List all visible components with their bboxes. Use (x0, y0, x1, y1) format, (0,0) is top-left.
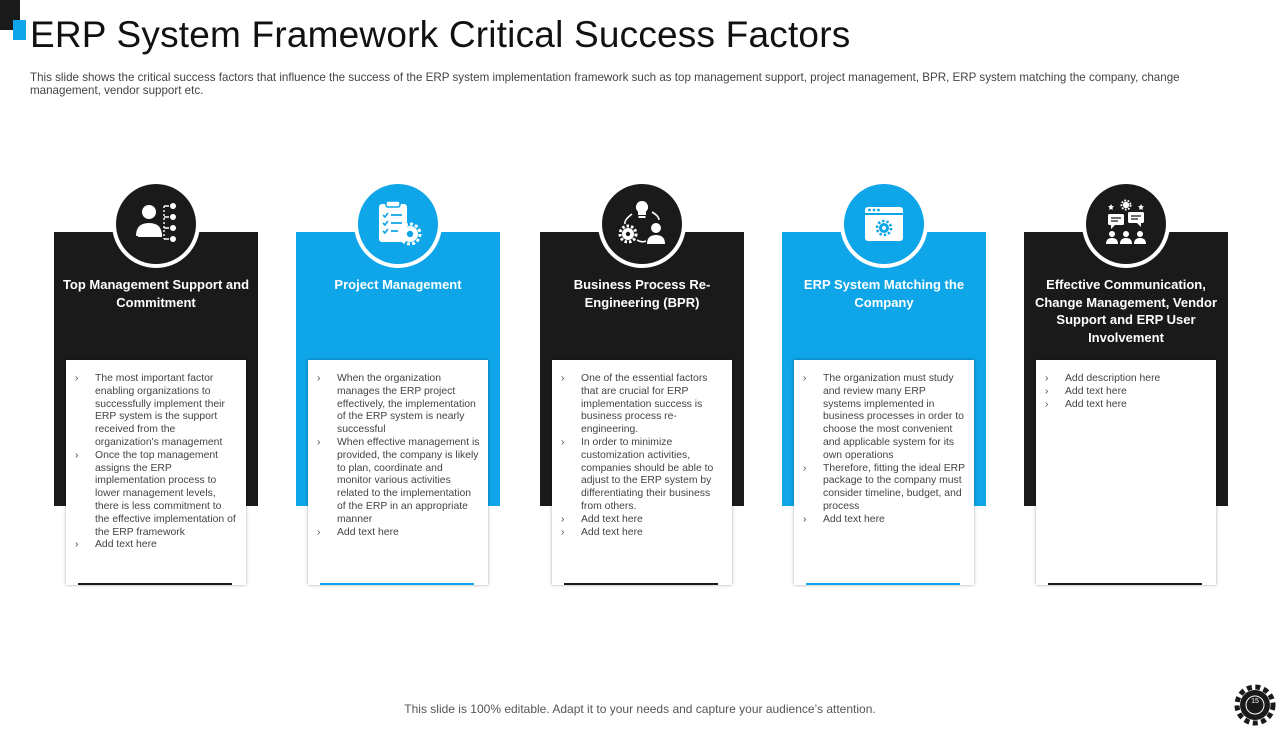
corner-accent-blue (13, 20, 26, 40)
bullet-item: › Add text here (561, 513, 643, 525)
description-card (552, 360, 732, 585)
bullet-item: › Add text here (1045, 385, 1127, 397)
chevron-right-icon: › (1045, 385, 1049, 397)
chevron-right-icon: › (75, 373, 79, 384)
icon-circle (840, 180, 928, 268)
bullet-item: › Add text here (1045, 398, 1127, 410)
factor-column-top-management (54, 180, 258, 590)
bullet-item: › Therefore, fitting the ideal ERP package to the company must consider timeline, budget, and process (803, 462, 965, 512)
chevron-right-icon: › (75, 539, 79, 551)
description-card (794, 360, 974, 585)
icon-circle (598, 180, 686, 268)
bullet-item: › Add text here (317, 526, 399, 538)
footer-note: This slide is 100% editable. Adapt it to your needs and capture your audience’s attention. (404, 702, 876, 716)
chevron-right-icon: › (1045, 373, 1049, 384)
chevron-right-icon: › (561, 436, 565, 448)
bullet-item: › Add description here (1045, 373, 1161, 384)
icon-circle (112, 180, 200, 268)
manager-hierarchy-icon (128, 196, 184, 252)
bullet-item: › Add text here (75, 539, 157, 551)
slide-title: ERP System Framework Critical Success Factors (30, 14, 851, 55)
factor-column-project-management (296, 180, 500, 590)
slide-subtitle: This slide shows the critical success factors that influence the success of the ERP system implementation framework such as top management support, project management, BPR, ERP system matching the company, change management, vendor support etc. (30, 71, 1180, 97)
description-card (308, 360, 488, 585)
factor-column-erp-matching (782, 180, 986, 590)
chevron-right-icon: › (561, 526, 565, 538)
icon-circle (1082, 180, 1170, 268)
bullet-item: › The organization must study and review many ERP systems implemented in business processes in order to choose the most convenient and applicable system for its own operations (803, 373, 964, 461)
card-underline (320, 583, 474, 585)
process-cycle-icon (614, 196, 670, 252)
card-underline (78, 583, 232, 585)
description-card (1036, 360, 1216, 585)
chevron-right-icon: › (803, 513, 807, 525)
page-number: 15 (1251, 698, 1259, 705)
bullet-item: › Once the top management assigns the ERP implementation process to lower management levels, there is less commitment to the effective implementation of the ERP framework (75, 449, 236, 538)
chevron-right-icon: › (1045, 398, 1049, 410)
chevron-right-icon: › (317, 373, 321, 384)
column-title: Project Management (334, 277, 462, 292)
team-communication-icon (1098, 196, 1154, 252)
bullet-item: › Add text here (803, 513, 885, 525)
icon-circle (354, 180, 442, 268)
bullet-item: › In order to minimize customization activities, companies should be able to adjust to the ERP system by differentiating their business from others. (561, 436, 714, 512)
column-title: Top Management Support and Commitment (62, 277, 250, 310)
clipboard-gear-icon (370, 196, 426, 252)
chevron-right-icon: › (803, 462, 807, 474)
description-card (66, 360, 246, 585)
chevron-right-icon: › (561, 513, 565, 525)
card-underline (1048, 583, 1202, 585)
chevron-right-icon: › (561, 373, 565, 384)
card-underline (564, 583, 718, 585)
bullet-item: › When the organization manages the ERP project effectively, the implementation of the ERP system is nearly successful (317, 373, 476, 436)
factor-column-bpr (540, 180, 744, 590)
bullet-item: › When effective management is provided, the company is likely to plan, coordinate and monitor various activities related to the implementation of the ERP in an appropriate manner (317, 436, 480, 525)
browser-gear-icon (856, 196, 912, 252)
bullet-item: › One of the essential factors that are crucial for ERP implementation success is business process re-engineering. (561, 373, 708, 436)
chevron-right-icon: › (803, 373, 807, 384)
card-underline (806, 583, 960, 585)
column-title: Business Process Re-Engineering (BPR) (573, 277, 711, 310)
bullet-item: › Add text here (561, 526, 643, 538)
column-title: Effective Communication, Change Management, Vendor Support and ERP User Involvement (1034, 277, 1218, 345)
factor-column-communication (1024, 180, 1228, 590)
bullet-item: › The most important factor enabling organizations to successfully implement their ERP system is the support received from the organization's management (75, 373, 225, 448)
chevron-right-icon: › (317, 526, 321, 538)
chevron-right-icon: › (75, 449, 79, 461)
column-title: ERP System Matching the Company (803, 277, 965, 310)
chevron-right-icon: › (317, 436, 321, 448)
